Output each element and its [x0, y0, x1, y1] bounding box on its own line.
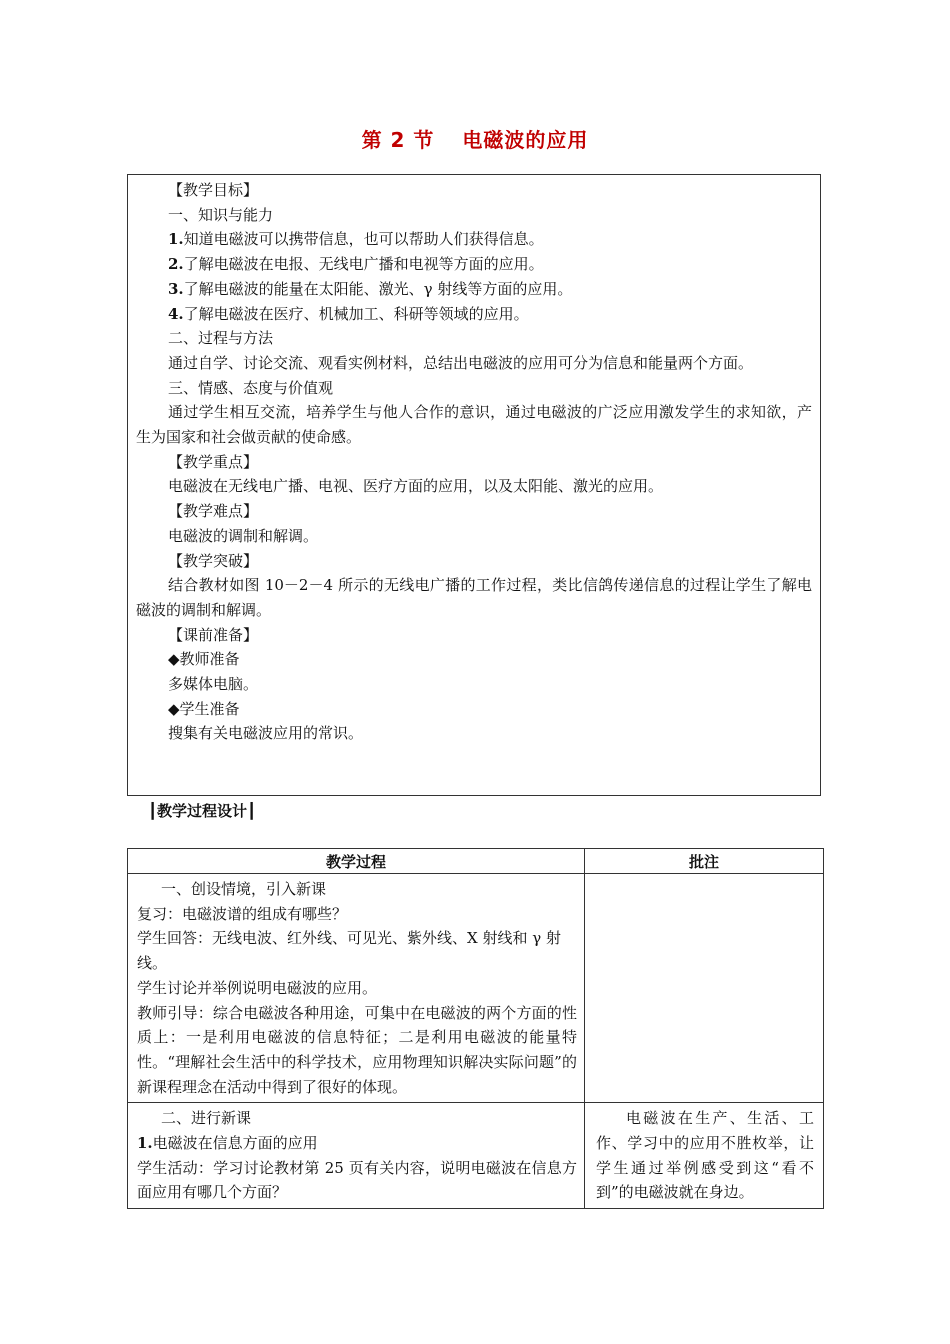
process-table: [127, 848, 824, 1209]
key-point-text: 电磁波在无线电广播、电视、医疗方面的应用，以及太阳能、激光的应用。: [168, 477, 664, 496]
table-row: [128, 874, 824, 1103]
row1-discuss: 学生讨论并举例说明电磁波的应用。: [137, 978, 378, 997]
process-cell: [128, 1103, 585, 1209]
table-row: [128, 1103, 824, 1209]
section-number: 第 2 节: [361, 128, 435, 152]
student-prep-header: ◆学生准备: [168, 699, 240, 718]
difficulty-text: 电磁波的调制和解调。: [168, 526, 319, 545]
process-method-header: 二、过程与方法: [168, 329, 274, 348]
difficulty-header: 【教学难点】: [168, 502, 259, 521]
process-cell: [128, 874, 585, 1103]
note-cell: [585, 874, 824, 1103]
row1-heading: 一、创设情境，引入新课: [161, 880, 327, 898]
row2-note: 电磁波在生产、生活、工作、学习中的应用不胜枚举，让学生通过举例感受到这“看不到”的电磁波就在身边。: [596, 1109, 814, 1202]
emotion-text: 通过学生相互交流，培养学生与他人合作的意识，通过电磁波的广泛应用激发学生的求知欲，产生为国家和社会做贡献的使命感。: [136, 403, 812, 447]
objective-item: 1.知道电磁波可以携带信息，也可以帮助人们获得信息。: [168, 230, 544, 249]
emotion-header: 三、情感、态度与价值观: [168, 378, 334, 397]
row1-answer: 学生回答：无线电波、红外线、可见光、紫外线、X 射线和 γ 射线。: [137, 929, 561, 973]
section-name: 电磁波的应用: [462, 128, 589, 152]
column-header-process: 教学过程: [128, 849, 585, 874]
note-cell: [585, 1103, 824, 1209]
row1-review: 复习：电磁波谱的组成有哪些？: [137, 904, 348, 923]
row2-subheading: 1.电磁波在信息方面的应用: [137, 1134, 318, 1153]
row2-activity: 学生活动：学习讨论教材第 25 页有关内容，说明电磁波在信息方面应用有哪几个方面？: [137, 1158, 577, 1202]
objective-item: 2.了解电磁波在电报、无线电广播和电视等方面的应用。: [168, 255, 544, 274]
table-header-row: [128, 849, 824, 874]
process-section-title: ┃教学过程设计┃: [148, 802, 257, 820]
column-header-notes: 批注: [585, 849, 824, 874]
objectives-box: [127, 174, 821, 796]
key-point-header: 【教学重点】: [168, 452, 259, 471]
row2-heading: 二、进行新课: [161, 1109, 252, 1128]
breakthrough-header: 【教学突破】: [168, 551, 259, 570]
row1-note: [586, 875, 822, 879]
breakthrough-text: 结合教材如图 10－2－4 所示的无线电广播的工作过程，类比信鸽传递信息的过程让学生了解电磁波的调制和解调。: [136, 576, 812, 619]
teacher-prep-header: ◆教师准备: [168, 650, 240, 669]
teacher-prep-text: 多媒体电脑。: [168, 675, 259, 694]
objective-item: 3.了解电磁波的能量在太阳能、激光、γ 射线等方面的应用。: [168, 279, 573, 298]
goal-header: 【教学目标】: [168, 181, 259, 199]
prep-header: 【课前准备】: [168, 625, 259, 644]
process-method-text: 通过自学、讨论交流、观看实例材料，总结出电磁波的应用可分为信息和能量两个方面。: [168, 353, 754, 372]
objective-item: 4.了解电磁波在医疗、机械加工、科研等领域的应用。: [168, 304, 529, 323]
student-prep-text: 搜集有关电磁波应用的常识。: [168, 724, 364, 743]
knowledge-header: 一、知识与能力: [168, 205, 274, 224]
page-title: [0, 124, 950, 153]
row1-guide: 教师引导：综合电磁波各种用途，可集中在电磁波的两个方面的性质上：一是利用电磁波的信息特征；二是利用电磁波的能量特性。“理解社会生活中的科学技术，应用物理知识解决实际问题”的新课程理念在活动中得到了很好的体现。: [137, 1003, 577, 1096]
